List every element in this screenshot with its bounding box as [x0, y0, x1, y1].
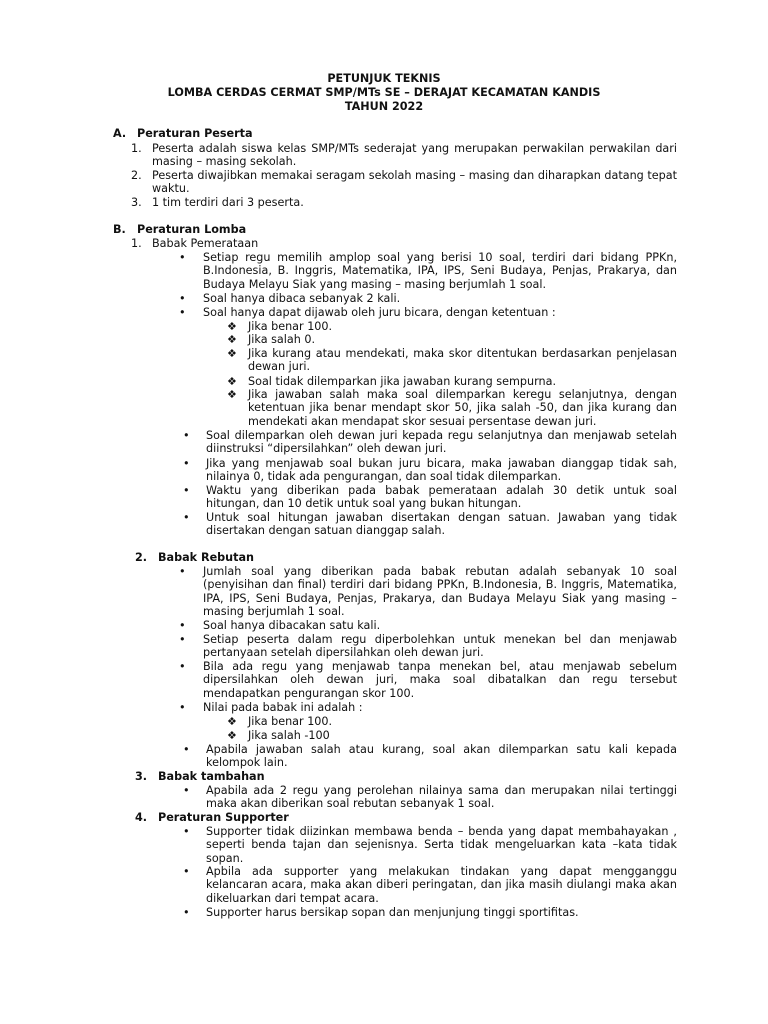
- diamond-bullet-icon: ❖: [227, 388, 237, 401]
- bullet-icon: •: [183, 743, 190, 756]
- list-number: 2.: [131, 169, 142, 182]
- list-item: Peserta adalah siswa kelas SMP/MTs sederajat yang merupakan perwakilan perwakilan dari masing – masing sekolah.: [152, 142, 677, 169]
- list-item: Setiap peserta dalam regu diperbolehkan untuk menekan bel dan menjawab pertanyaan setelah dipersilahkan oleh dewan juri.: [203, 633, 677, 660]
- bullet-icon: •: [183, 906, 190, 919]
- list-item: Nilai pada babak ini adalah :: [203, 701, 363, 714]
- bullet-icon: •: [183, 511, 190, 524]
- sub-list-item: Soal tidak dilemparkan jika jawaban kurang sempurna.: [248, 375, 557, 388]
- subsection-title: Babak Pemerataan: [152, 237, 259, 250]
- bullet-icon: •: [179, 701, 186, 714]
- sub-list-item: Jika kurang atau mendekati, maka skor ditentukan berdasarkan penjelasan dewan juri.: [248, 347, 677, 374]
- bullet-icon: •: [179, 251, 186, 264]
- subsection-number: 4.: [135, 811, 148, 824]
- list-item: Jika yang menjawab soal bukan juru bicara, maka jawaban dianggap tidak sah, nilainya 0, tidak ada pengurangan, dan soal tidak dilemparkan.: [206, 457, 677, 484]
- bullet-icon: •: [183, 484, 190, 497]
- list-item: Soal hanya dibacakan satu kali.: [203, 619, 381, 632]
- diamond-bullet-icon: ❖: [227, 347, 237, 360]
- sub-list-item: Jika salah -100: [248, 729, 330, 742]
- list-item: Waktu yang diberikan pada babak pemerataan adalah 30 detik untuk soal hitungan, dan 10 detik untuk soal yang bukan hitungan.: [206, 484, 677, 511]
- list-item: Apabila ada 2 regu yang perolehan nilainya sama dan merupakan nilai tertinggi maka akan diberikan soal rebutan sebanyak 1 soal.: [206, 784, 677, 811]
- list-item: Bila ada regu yang menjawab tanpa menekan bel, atau menjawab sebelum dipersilahkan oleh dewan juri, maka soal dibatalkan dan regu tersebut mendapatkan pengurangan skor 100.: [203, 660, 677, 700]
- list-item: Soal dilemparkan oleh dewan juri kepada regu selanjutnya dan menjawab setelah diinstruksi “dipersilahkan” oleh dewan juri.: [206, 429, 677, 456]
- doc-title: PETUNJUK TEKNIS: [327, 72, 441, 85]
- doc-year: TAHUN 2022: [344, 100, 424, 113]
- list-item: Soal hanya dibaca sebanyak 2 kali.: [203, 292, 401, 305]
- list-item: Jumlah soal yang diberikan pada babak rebutan adalah sebanyak 10 soal (penyisihan dan final) terdiri dari bidang PPKn, B.Indonesia, B. Inggris, Matematika, IPA, IPS, Seni Budaya, Penjas, Prakarya, dan Budaya Melayu Siak yang masing – masing berjumlah 1 soal.: [203, 565, 677, 619]
- bullet-icon: •: [179, 306, 186, 319]
- section-b-marker: B.: [113, 223, 126, 236]
- doc-subtitle: LOMBA CERDAS CERMAT SMP/MTs SE – DERAJAT KECAMATAN KANDIS: [167, 86, 601, 99]
- list-item: 1 tim terdiri dari 3 peserta.: [152, 196, 304, 209]
- subsection-title: Babak Rebutan: [158, 551, 255, 564]
- list-item: Setiap regu memilih amplop soal yang berisi 10 soal, terdiri dari bidang PPKn, B.Indonesia, B. Inggris, Matematika, IPA, IPS, Seni Budaya, Penjas, Prakarya, dan Budaya Melayu Siak yang masing – masing berjumlah 1 soal.: [203, 251, 677, 291]
- bullet-icon: •: [179, 660, 186, 673]
- list-number: 3.: [131, 196, 142, 209]
- section-a-marker: A.: [113, 127, 127, 140]
- bullet-icon: •: [183, 825, 190, 838]
- section-b-title: Peraturan Lomba: [137, 223, 247, 236]
- diamond-bullet-icon: ❖: [227, 729, 237, 742]
- sub-list-item: Jika salah 0.: [248, 333, 316, 346]
- sub-list-item: Jika jawaban salah maka soal dilemparkan keregu selanjutnya, dengan ketentuan jika benar mendapt skor 50, jika salah -50, dan jika kurang dan mendekati akan mendapat skor sesuai persentase dewan juri.: [248, 388, 677, 428]
- diamond-bullet-icon: ❖: [227, 333, 237, 346]
- list-item: Untuk soal hitungan jawaban disertakan dengan satuan. Jawaban yang tidak disertakan dengan satuan dianggap salah.: [206, 511, 677, 538]
- diamond-bullet-icon: ❖: [227, 715, 237, 728]
- bullet-icon: •: [183, 457, 190, 470]
- subsection-number: 2.: [135, 551, 148, 564]
- list-item: Apbila ada supporter yang melakukan tindakan yang dapat mengganggu kelancaran acara, maka akan diberi peringatan, dan jika masih diulangi maka akan dikeluarkan dari tempat acara.: [206, 865, 677, 905]
- section-a-title: Peraturan Peserta: [137, 127, 253, 140]
- list-item: Supporter harus bersikap sopan dan menjunjung tinggi sportifitas.: [206, 906, 579, 919]
- list-number: 1.: [131, 142, 142, 155]
- bullet-icon: •: [179, 292, 186, 305]
- subsection-number: 1.: [131, 237, 142, 250]
- sub-list-item: Jika benar 100.: [248, 320, 333, 333]
- subsection-title: Babak tambahan: [158, 770, 265, 783]
- sub-list-item: Jika benar 100.: [248, 715, 333, 728]
- list-item: Apabila jawaban salah atau kurang, soal akan dilemparkan satu kali kepada kelompok lain.: [206, 743, 677, 770]
- list-item: Peserta diwajibkan memakai seragam sekolah masing – masing dan diharapkan datang tepat waktu.: [152, 169, 677, 196]
- list-item: Supporter tidak diizinkan membawa benda – benda yang dapat membahayakan , seperti benda tajan dan sejenisnya. Serta tidak mengeluarkan kata –kata tidak sopan.: [206, 825, 677, 865]
- bullet-icon: •: [179, 565, 186, 578]
- list-item: Soal hanya dapat dijawab oleh juru bicara, dengan ketentuan :: [203, 306, 556, 319]
- bullet-icon: •: [183, 429, 190, 442]
- bullet-icon: •: [179, 633, 186, 646]
- subsection-number: 3.: [135, 770, 148, 783]
- diamond-bullet-icon: ❖: [227, 320, 237, 333]
- bullet-icon: •: [183, 784, 190, 797]
- bullet-icon: •: [183, 865, 190, 878]
- bullet-icon: •: [179, 619, 186, 632]
- subsection-title: Peraturan Supporter: [158, 811, 289, 824]
- diamond-bullet-icon: ❖: [227, 375, 237, 388]
